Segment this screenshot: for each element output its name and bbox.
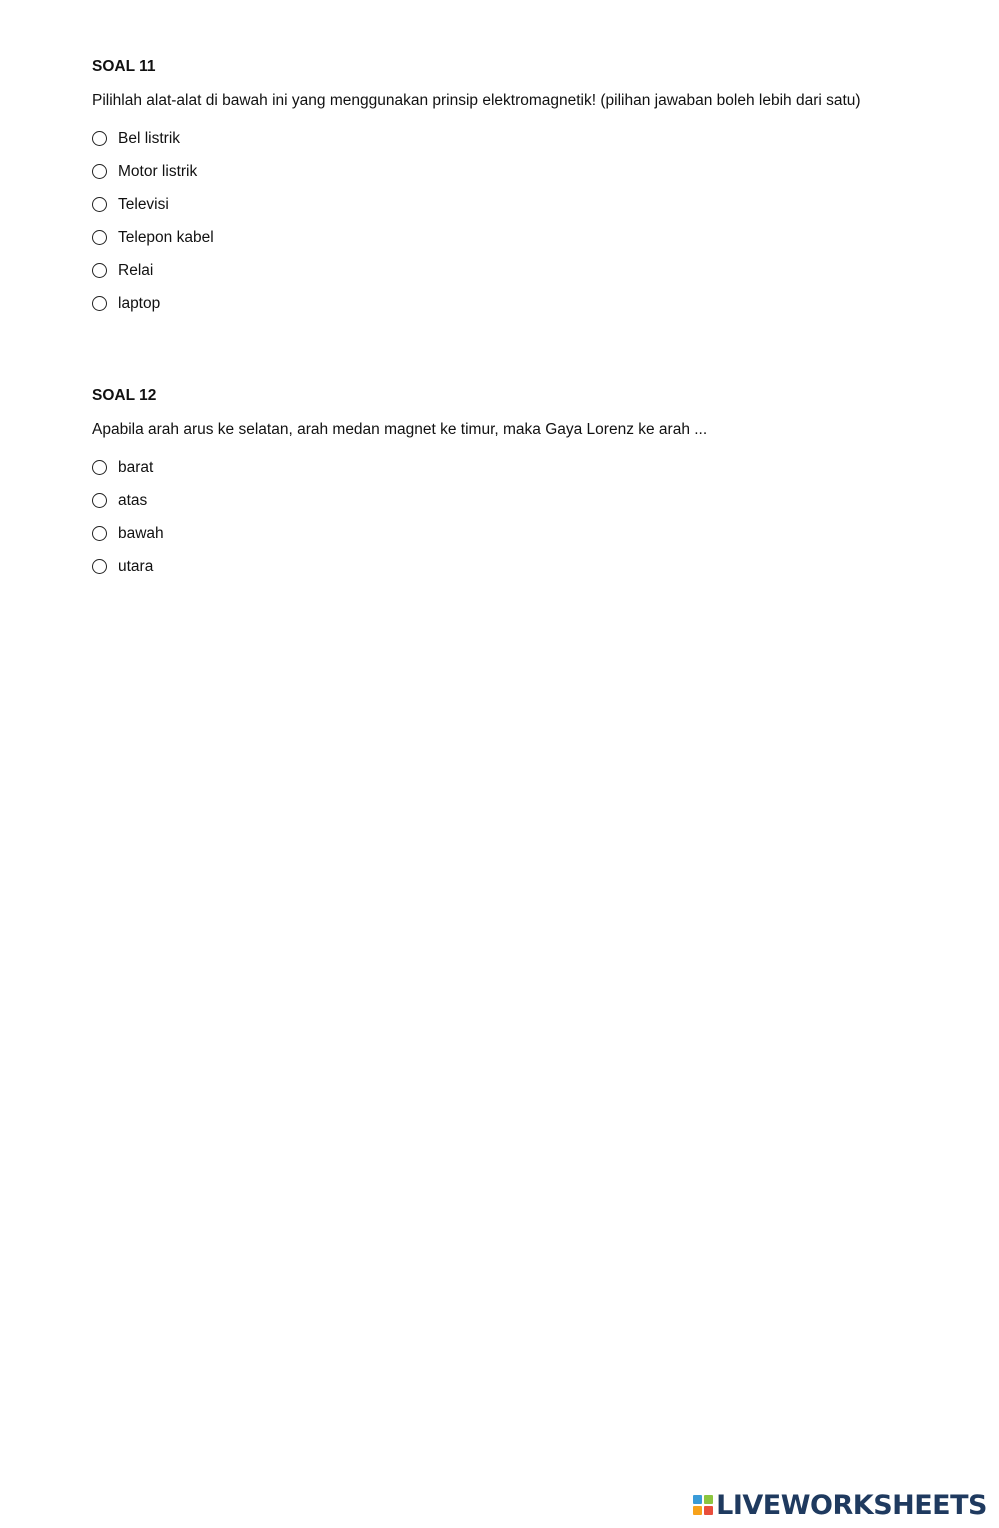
radio-button[interactable] [92,559,107,574]
radio-button[interactable] [92,493,107,508]
option-laptop[interactable] [92,287,892,320]
radio-button[interactable] [92,526,107,541]
logo-mark-icon [693,1495,713,1515]
option-motor-listrik[interactable] [92,155,892,188]
option-label: laptop [118,294,161,312]
radio-button[interactable] [92,230,107,245]
option-label: atas [118,491,148,509]
radio-button[interactable] [92,460,107,475]
option-relai[interactable] [92,254,892,287]
option-utara[interactable] [92,550,892,583]
option-label: Relai [118,261,154,279]
option-label: Televisi [118,195,169,213]
option-bel-listrik[interactable] [92,122,892,155]
question-11 [92,56,892,320]
question-text: Apabila arah arus ke selatan, arah medan magnet ke timur, maka Gaya Lorenz ke arah ... [92,421,708,438]
radio-button[interactable] [92,263,107,278]
radio-button[interactable] [92,197,107,212]
option-label: Telepon kabel [118,228,214,246]
option-barat[interactable] [92,451,892,484]
option-label: barat [118,458,154,476]
radio-button[interactable] [92,131,107,146]
question-12 [92,385,892,583]
question-title: SOAL 12 [92,387,157,404]
radio-button[interactable] [92,296,107,311]
answer-options [92,122,892,320]
option-atas[interactable] [92,484,892,517]
option-label: Motor listrik [118,162,198,180]
option-label: Bel listrik [118,129,181,147]
option-label: utara [118,557,154,575]
question-title: SOAL 11 [92,58,156,75]
answer-options [92,451,892,583]
option-label: bawah [118,524,164,542]
radio-button[interactable] [92,164,107,179]
liveworksheets-logo [693,1490,987,1520]
option-televisi[interactable] [92,188,892,221]
option-bawah[interactable] [92,517,892,550]
logo-text: LIVEWORKSHEETS [716,1489,987,1521]
question-text: Pilihlah alat-alat di bawah ini yang menggunakan prinsip elektromagnetik! (pilihan jawaban boleh lebih dari satu) [92,92,861,109]
option-telepon-kabel[interactable] [92,221,892,254]
